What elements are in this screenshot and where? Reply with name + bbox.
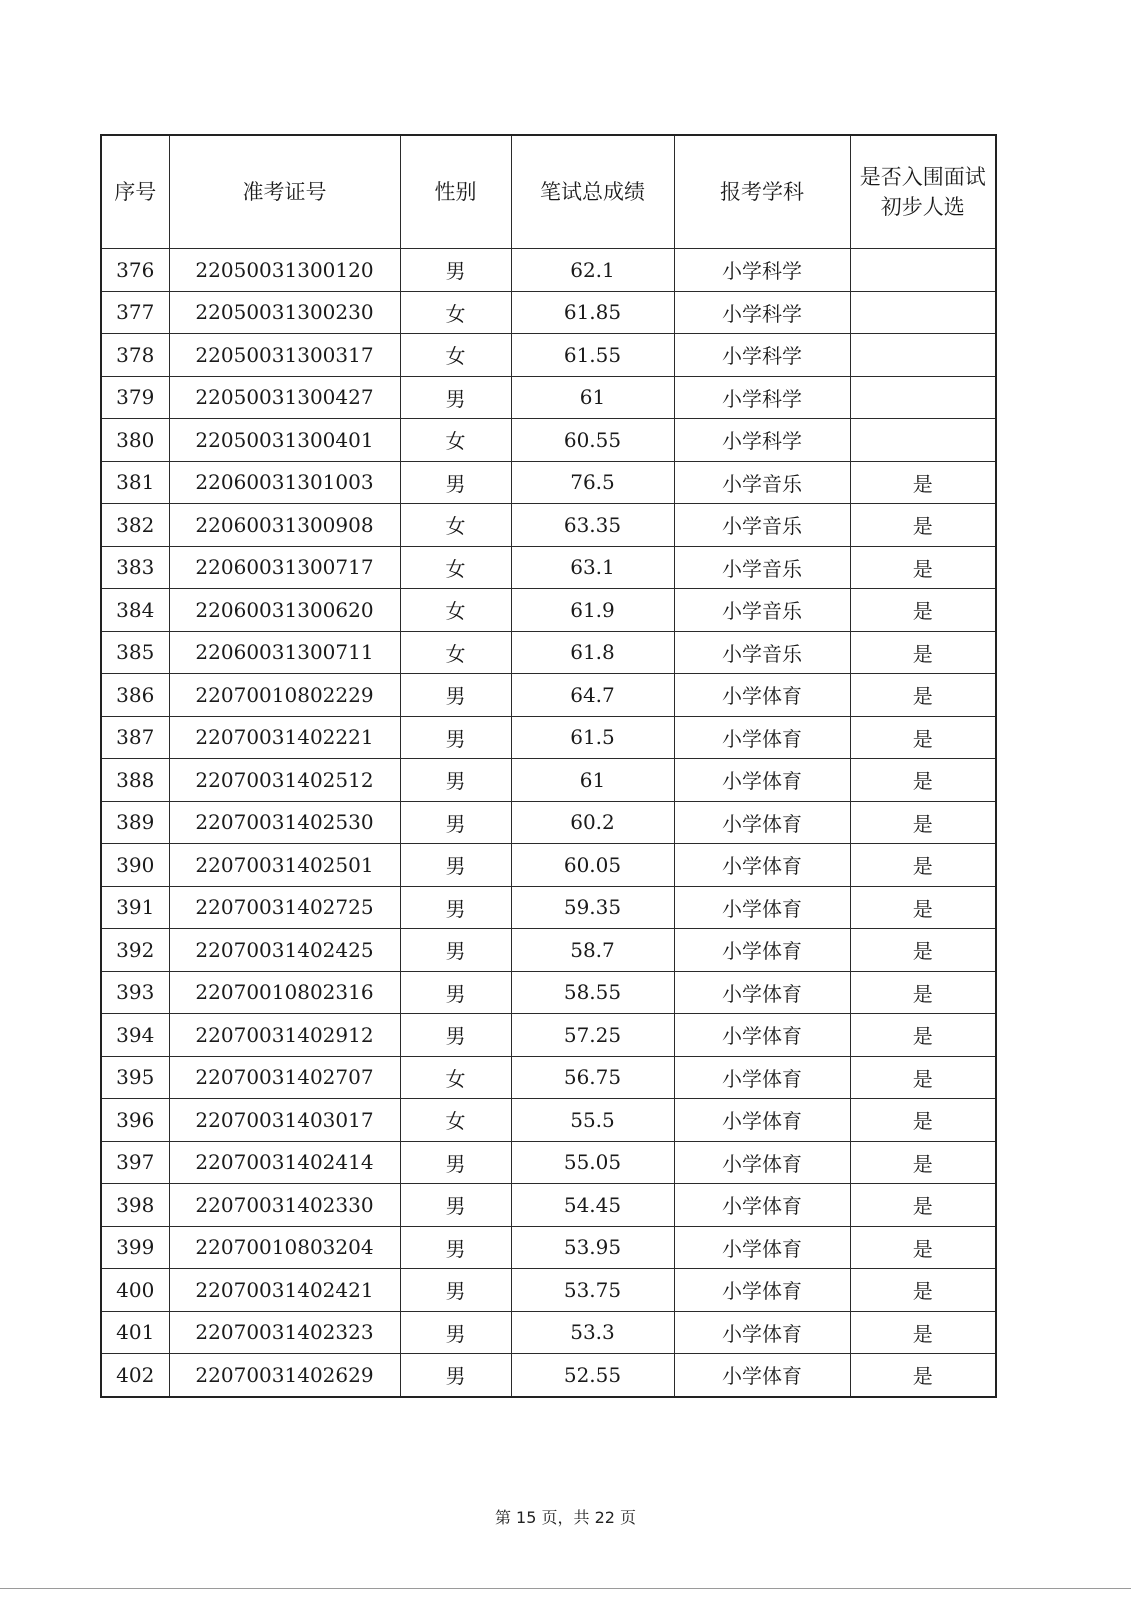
cell-interview-shortlisted: 是 xyxy=(850,1354,996,1397)
cell-gender: 男 xyxy=(400,1014,511,1057)
cell-interview-shortlisted: 是 xyxy=(850,971,996,1014)
cell-written-exam-score: 61.55 xyxy=(511,334,674,377)
header-gender: 性别 xyxy=(400,135,511,249)
cell-subject: 小学音乐 xyxy=(674,631,850,674)
cell-serial-number: 378 xyxy=(101,334,169,377)
cell-subject: 小学体育 xyxy=(674,886,850,929)
cell-interview-shortlisted: 是 xyxy=(850,1056,996,1099)
table-row xyxy=(101,759,996,802)
cell-gender: 男 xyxy=(400,971,511,1014)
cell-interview-shortlisted: 是 xyxy=(850,1141,996,1184)
cell-subject: 小学体育 xyxy=(674,1226,850,1269)
table-row xyxy=(101,376,996,419)
table-row xyxy=(101,1354,996,1397)
cell-interview-shortlisted xyxy=(850,334,996,377)
table-row xyxy=(101,1099,996,1142)
cell-admission-ticket-number: 22070031402530 xyxy=(169,801,400,844)
cell-written-exam-score: 59.35 xyxy=(511,886,674,929)
cell-subject: 小学音乐 xyxy=(674,461,850,504)
table-row xyxy=(101,1226,996,1269)
cell-interview-shortlisted: 是 xyxy=(850,589,996,632)
header-interview-shortlisted: 是否入围面试 初步人选 xyxy=(850,135,996,249)
cell-written-exam-score: 55.05 xyxy=(511,1141,674,1184)
cell-written-exam-score: 61.85 xyxy=(511,291,674,334)
cell-interview-shortlisted: 是 xyxy=(850,504,996,547)
cell-gender: 男 xyxy=(400,1354,511,1397)
cell-written-exam-score: 61.5 xyxy=(511,716,674,759)
table-row xyxy=(101,291,996,334)
cell-subject: 小学体育 xyxy=(674,1311,850,1354)
page-number-footer: 第 15 页，共 22 页 xyxy=(494,1508,637,1527)
cell-serial-number: 385 xyxy=(101,631,169,674)
cell-interview-shortlisted: 是 xyxy=(850,759,996,802)
cell-serial-number: 379 xyxy=(101,376,169,419)
cell-gender: 男 xyxy=(400,886,511,929)
cell-written-exam-score: 56.75 xyxy=(511,1056,674,1099)
cell-subject: 小学体育 xyxy=(674,1354,850,1397)
cell-gender: 女 xyxy=(400,589,511,632)
cell-subject: 小学体育 xyxy=(674,1141,850,1184)
cell-written-exam-score: 57.25 xyxy=(511,1014,674,1057)
cell-interview-shortlisted: 是 xyxy=(850,1226,996,1269)
cell-written-exam-score: 54.45 xyxy=(511,1184,674,1227)
table-row xyxy=(101,1141,996,1184)
cell-subject: 小学体育 xyxy=(674,844,850,887)
cell-gender: 女 xyxy=(400,334,511,377)
cell-interview-shortlisted xyxy=(850,291,996,334)
table-row xyxy=(101,1184,996,1227)
table-row xyxy=(101,971,996,1014)
table-row xyxy=(101,716,996,759)
cell-written-exam-score: 53.3 xyxy=(511,1311,674,1354)
cell-serial-number: 392 xyxy=(101,929,169,972)
cell-subject: 小学音乐 xyxy=(674,546,850,589)
table-row xyxy=(101,504,996,547)
cell-interview-shortlisted: 是 xyxy=(850,844,996,887)
cell-interview-shortlisted: 是 xyxy=(850,801,996,844)
cell-gender: 女 xyxy=(400,631,511,674)
cell-serial-number: 398 xyxy=(101,1184,169,1227)
cell-admission-ticket-number: 22070031402629 xyxy=(169,1354,400,1397)
cell-admission-ticket-number: 22070031402221 xyxy=(169,716,400,759)
cell-interview-shortlisted: 是 xyxy=(850,929,996,972)
cell-gender: 男 xyxy=(400,1184,511,1227)
cell-written-exam-score: 60.05 xyxy=(511,844,674,887)
cell-subject: 小学体育 xyxy=(674,801,850,844)
cell-interview-shortlisted: 是 xyxy=(850,886,996,929)
cell-serial-number: 390 xyxy=(101,844,169,887)
cell-admission-ticket-number: 22050031300230 xyxy=(169,291,400,334)
table-row xyxy=(101,1056,996,1099)
cell-gender: 男 xyxy=(400,376,511,419)
cell-written-exam-score: 62.1 xyxy=(511,249,674,292)
cell-gender: 男 xyxy=(400,461,511,504)
cell-serial-number: 381 xyxy=(101,461,169,504)
cell-subject: 小学体育 xyxy=(674,1014,850,1057)
cell-serial-number: 387 xyxy=(101,716,169,759)
table-row xyxy=(101,334,996,377)
cell-gender: 男 xyxy=(400,801,511,844)
results-table xyxy=(100,134,997,1398)
header-admission-ticket-number: 准考证号 xyxy=(169,135,400,249)
cell-admission-ticket-number: 22070031402323 xyxy=(169,1311,400,1354)
cell-written-exam-score: 55.5 xyxy=(511,1099,674,1142)
cell-written-exam-score: 58.55 xyxy=(511,971,674,1014)
cell-written-exam-score: 58.7 xyxy=(511,929,674,972)
cell-admission-ticket-number: 22070031402512 xyxy=(169,759,400,802)
cell-serial-number: 393 xyxy=(101,971,169,1014)
cell-serial-number: 388 xyxy=(101,759,169,802)
cell-interview-shortlisted: 是 xyxy=(850,1311,996,1354)
cell-interview-shortlisted: 是 xyxy=(850,716,996,759)
cell-interview-shortlisted: 是 xyxy=(850,461,996,504)
cell-admission-ticket-number: 22050031300427 xyxy=(169,376,400,419)
cell-admission-ticket-number: 22070010802229 xyxy=(169,674,400,717)
cell-serial-number: 399 xyxy=(101,1226,169,1269)
table-row xyxy=(101,844,996,887)
cell-admission-ticket-number: 22070010802316 xyxy=(169,971,400,1014)
table-row xyxy=(101,1014,996,1057)
cell-gender: 女 xyxy=(400,504,511,547)
cell-subject: 小学科学 xyxy=(674,249,850,292)
cell-serial-number: 380 xyxy=(101,419,169,462)
cell-subject: 小学科学 xyxy=(674,334,850,377)
cell-subject: 小学科学 xyxy=(674,376,850,419)
cell-gender: 男 xyxy=(400,1141,511,1184)
cell-subject: 小学体育 xyxy=(674,1269,850,1312)
cell-interview-shortlisted: 是 xyxy=(850,674,996,717)
cell-interview-shortlisted: 是 xyxy=(850,1184,996,1227)
cell-subject: 小学音乐 xyxy=(674,504,850,547)
cell-written-exam-score: 52.55 xyxy=(511,1354,674,1397)
table-row xyxy=(101,801,996,844)
cell-written-exam-score: 61 xyxy=(511,376,674,419)
cell-gender: 男 xyxy=(400,929,511,972)
cell-subject: 小学科学 xyxy=(674,419,850,462)
cell-subject: 小学科学 xyxy=(674,291,850,334)
table-row xyxy=(101,1269,996,1312)
cell-gender: 男 xyxy=(400,759,511,802)
scan-edge-line xyxy=(0,1588,1131,1589)
table-row xyxy=(101,249,996,292)
header-subject: 报考学科 xyxy=(674,135,850,249)
table-row xyxy=(101,461,996,504)
cell-serial-number: 383 xyxy=(101,546,169,589)
cell-subject: 小学体育 xyxy=(674,1099,850,1142)
cell-serial-number: 397 xyxy=(101,1141,169,1184)
table-row xyxy=(101,419,996,462)
cell-written-exam-score: 63.1 xyxy=(511,546,674,589)
cell-written-exam-score: 61.9 xyxy=(511,589,674,632)
cell-admission-ticket-number: 22050031300120 xyxy=(169,249,400,292)
cell-interview-shortlisted: 是 xyxy=(850,631,996,674)
cell-admission-ticket-number: 22070031402425 xyxy=(169,929,400,972)
table-row xyxy=(101,631,996,674)
cell-subject: 小学体育 xyxy=(674,1056,850,1099)
cell-written-exam-score: 61 xyxy=(511,759,674,802)
cell-admission-ticket-number: 22070031402501 xyxy=(169,844,400,887)
cell-admission-ticket-number: 22060031300717 xyxy=(169,546,400,589)
table-header-row xyxy=(101,135,996,249)
cell-admission-ticket-number: 22070031402707 xyxy=(169,1056,400,1099)
cell-admission-ticket-number: 22070031403017 xyxy=(169,1099,400,1142)
cell-admission-ticket-number: 22060031300620 xyxy=(169,589,400,632)
cell-interview-shortlisted: 是 xyxy=(850,1269,996,1312)
cell-gender: 男 xyxy=(400,1269,511,1312)
cell-admission-ticket-number: 22050031300401 xyxy=(169,419,400,462)
table-row xyxy=(101,589,996,632)
cell-interview-shortlisted xyxy=(850,419,996,462)
cell-gender: 女 xyxy=(400,546,511,589)
cell-gender: 男 xyxy=(400,716,511,759)
cell-subject: 小学体育 xyxy=(674,759,850,802)
cell-gender: 男 xyxy=(400,844,511,887)
cell-admission-ticket-number: 22070031402330 xyxy=(169,1184,400,1227)
cell-gender: 女 xyxy=(400,291,511,334)
cell-written-exam-score: 53.95 xyxy=(511,1226,674,1269)
cell-interview-shortlisted xyxy=(850,249,996,292)
cell-admission-ticket-number: 22070031402912 xyxy=(169,1014,400,1057)
cell-serial-number: 377 xyxy=(101,291,169,334)
cell-gender: 男 xyxy=(400,1226,511,1269)
cell-serial-number: 400 xyxy=(101,1269,169,1312)
cell-subject: 小学体育 xyxy=(674,1184,850,1227)
cell-serial-number: 376 xyxy=(101,249,169,292)
cell-written-exam-score: 63.35 xyxy=(511,504,674,547)
cell-interview-shortlisted xyxy=(850,376,996,419)
cell-serial-number: 394 xyxy=(101,1014,169,1057)
cell-gender: 男 xyxy=(400,1311,511,1354)
cell-gender: 男 xyxy=(400,674,511,717)
cell-serial-number: 401 xyxy=(101,1311,169,1354)
table-row xyxy=(101,546,996,589)
cell-written-exam-score: 60.55 xyxy=(511,419,674,462)
cell-written-exam-score: 76.5 xyxy=(511,461,674,504)
cell-written-exam-score: 64.7 xyxy=(511,674,674,717)
cell-admission-ticket-number: 22050031300317 xyxy=(169,334,400,377)
cell-serial-number: 395 xyxy=(101,1056,169,1099)
cell-admission-ticket-number: 22070010803204 xyxy=(169,1226,400,1269)
cell-serial-number: 382 xyxy=(101,504,169,547)
table-row xyxy=(101,886,996,929)
cell-subject: 小学体育 xyxy=(674,929,850,972)
cell-serial-number: 386 xyxy=(101,674,169,717)
cell-serial-number: 384 xyxy=(101,589,169,632)
cell-gender: 女 xyxy=(400,419,511,462)
cell-subject: 小学音乐 xyxy=(674,589,850,632)
table-row xyxy=(101,674,996,717)
header-written-exam-score: 笔试总成绩 xyxy=(511,135,674,249)
cell-admission-ticket-number: 22070031402421 xyxy=(169,1269,400,1312)
cell-serial-number: 402 xyxy=(101,1354,169,1397)
cell-interview-shortlisted: 是 xyxy=(850,546,996,589)
cell-serial-number: 389 xyxy=(101,801,169,844)
cell-admission-ticket-number: 22070031402414 xyxy=(169,1141,400,1184)
cell-gender: 男 xyxy=(400,249,511,292)
cell-written-exam-score: 60.2 xyxy=(511,801,674,844)
cell-admission-ticket-number: 22060031301003 xyxy=(169,461,400,504)
cell-gender: 女 xyxy=(400,1099,511,1142)
cell-subject: 小学体育 xyxy=(674,674,850,717)
table-row xyxy=(101,929,996,972)
cell-subject: 小学体育 xyxy=(674,716,850,759)
cell-admission-ticket-number: 22070031402725 xyxy=(169,886,400,929)
cell-interview-shortlisted: 是 xyxy=(850,1014,996,1057)
cell-written-exam-score: 61.8 xyxy=(511,631,674,674)
table-row xyxy=(101,1311,996,1354)
cell-serial-number: 391 xyxy=(101,886,169,929)
cell-serial-number: 396 xyxy=(101,1099,169,1142)
cell-gender: 女 xyxy=(400,1056,511,1099)
header-serial-number: 序号 xyxy=(101,135,169,249)
cell-admission-ticket-number: 22060031300908 xyxy=(169,504,400,547)
cell-interview-shortlisted: 是 xyxy=(850,1099,996,1142)
cell-subject: 小学体育 xyxy=(674,971,850,1014)
cell-admission-ticket-number: 22060031300711 xyxy=(169,631,400,674)
cell-written-exam-score: 53.75 xyxy=(511,1269,674,1312)
